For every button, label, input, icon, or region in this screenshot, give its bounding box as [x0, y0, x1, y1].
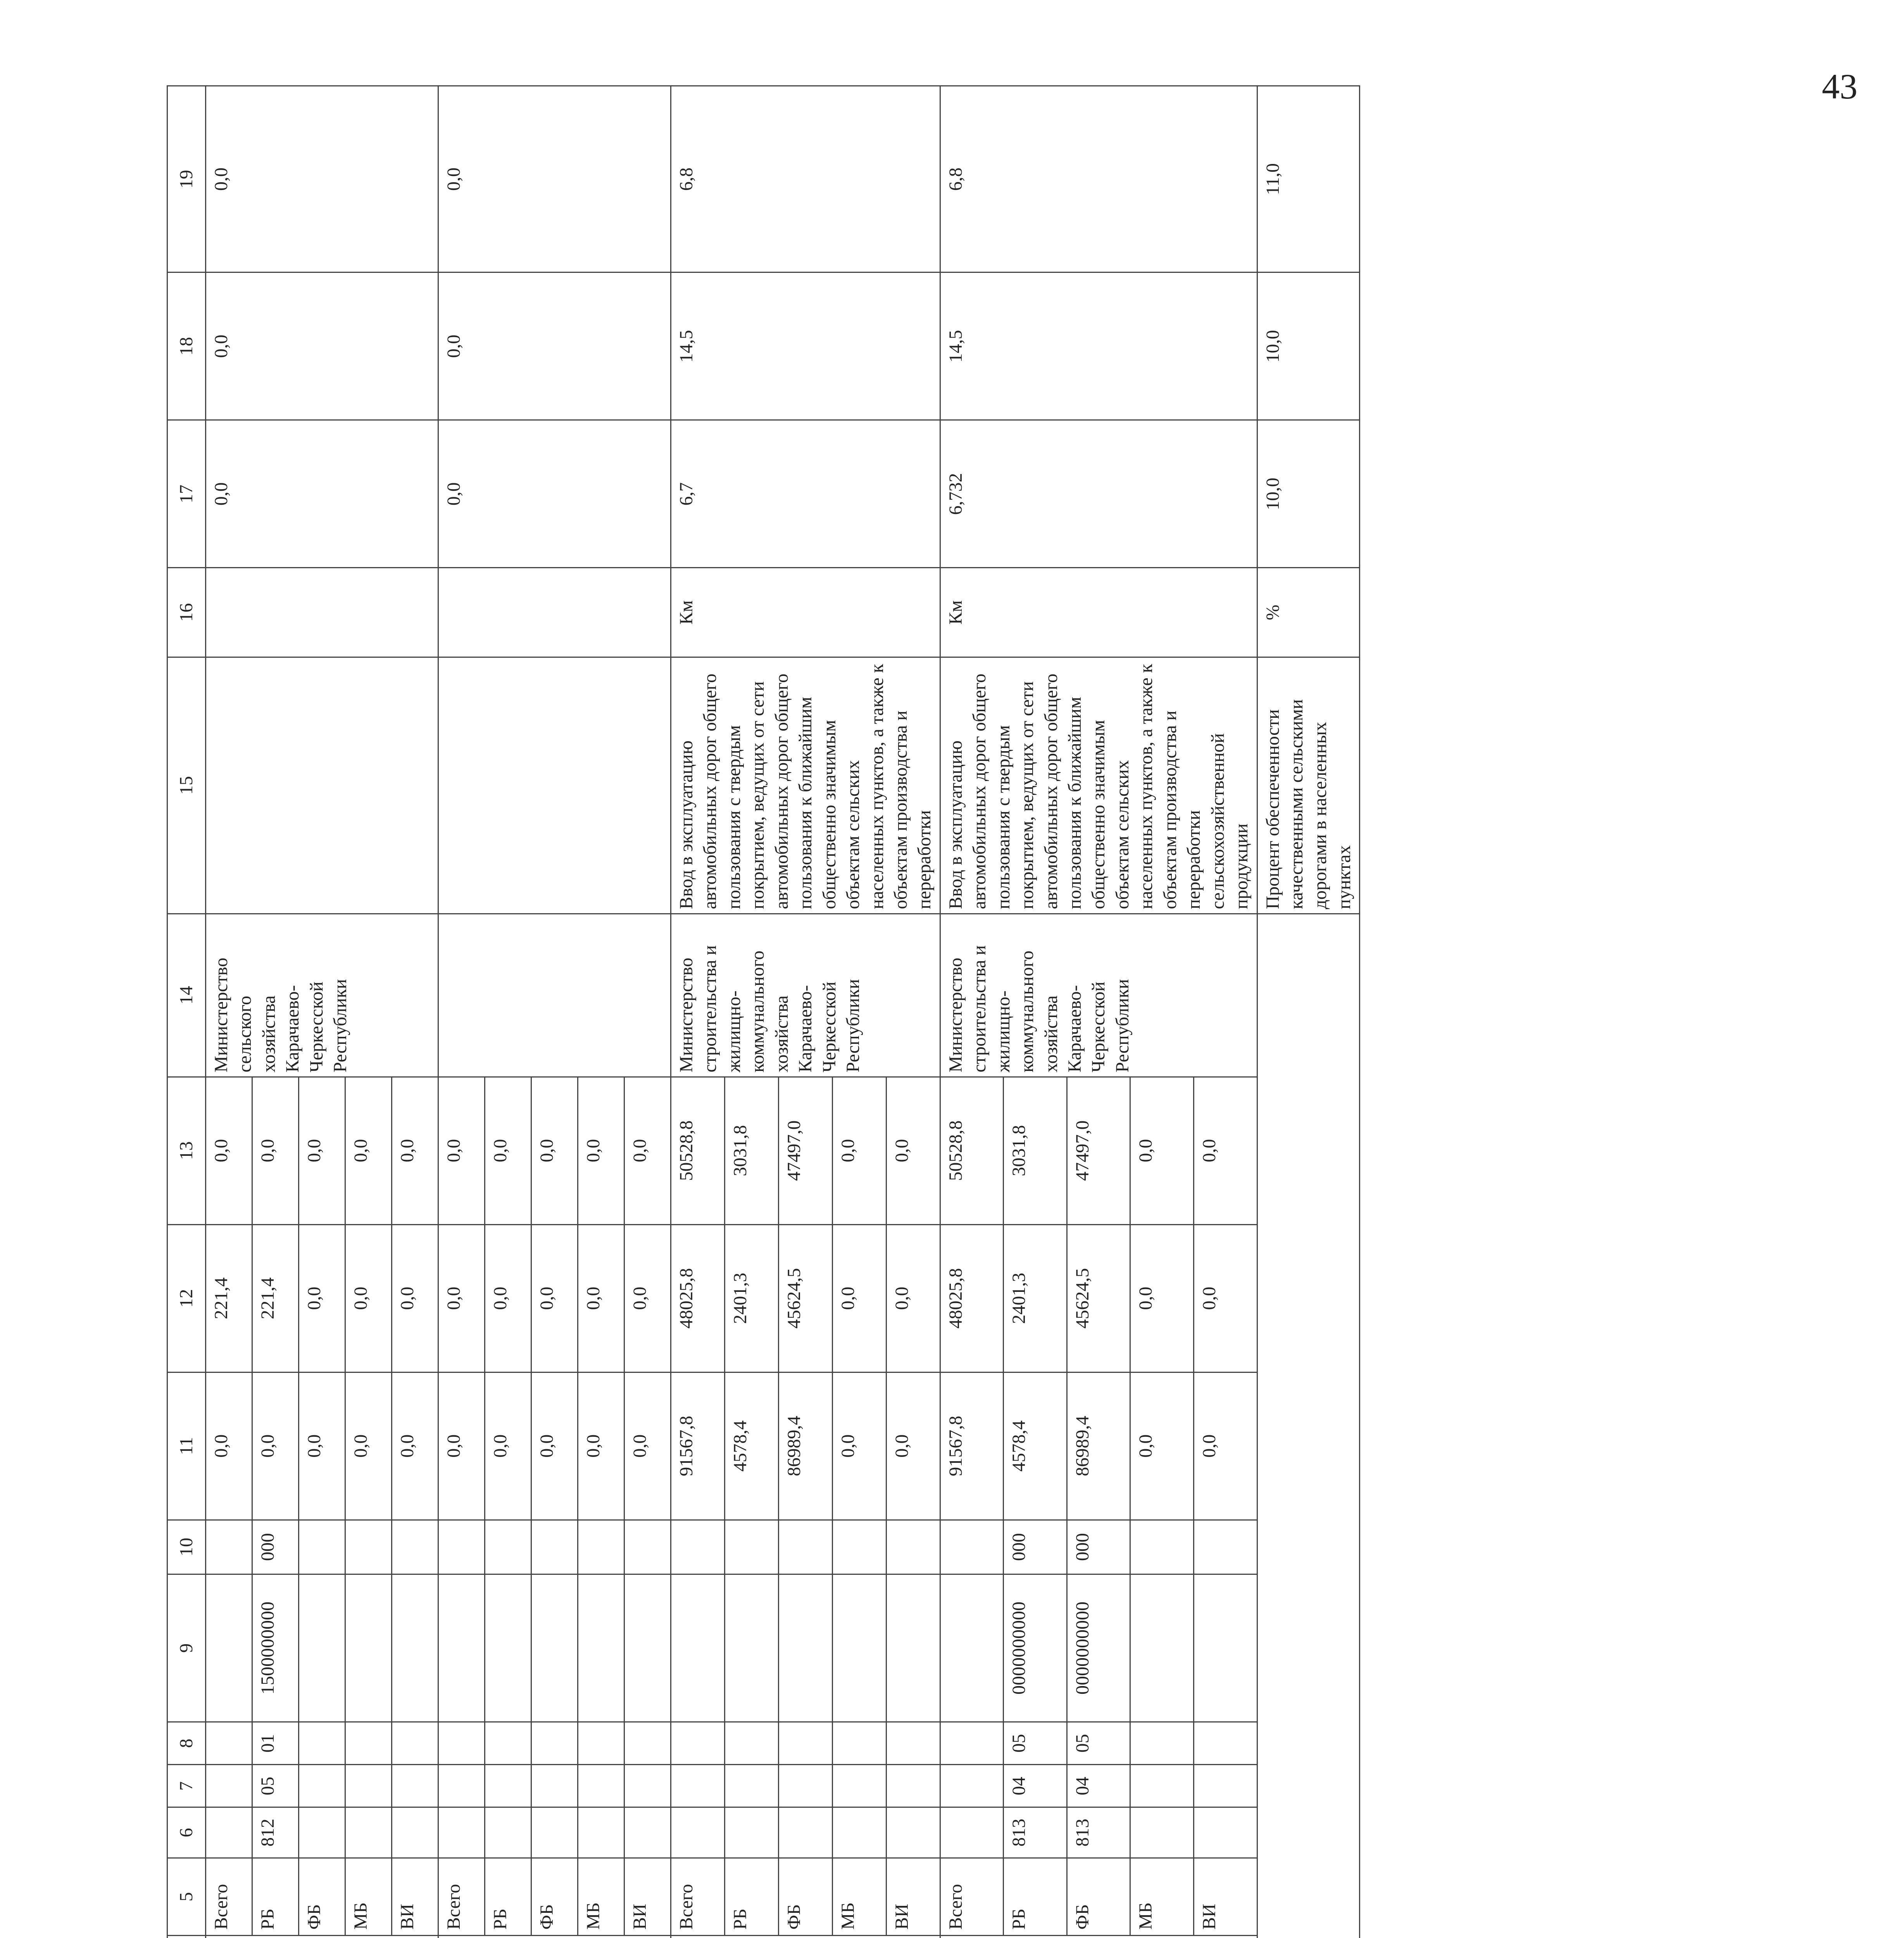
column-number-4 [167, 1936, 206, 1938]
fund-source: МБ [1130, 1858, 1194, 1936]
amount-c12: 0,0 [299, 1224, 345, 1372]
amount-c13: 47497,0 [778, 1077, 832, 1224]
column-number-row [167, 86, 206, 1938]
budget-code-c10 [624, 1520, 671, 1574]
amount-c13: 0,0 [1130, 1077, 1194, 1224]
budget-code-c6 [206, 1807, 252, 1858]
amount-c11: 0,0 [624, 1372, 671, 1520]
row-responsible [671, 1936, 940, 1938]
budget-code-c9 [531, 1574, 578, 1722]
budget-code-c10 [886, 1520, 940, 1574]
amount-c11: 91567,8 [671, 1372, 725, 1520]
budget-code-c10 [345, 1520, 392, 1574]
rotated-table-container [167, 85, 1717, 1938]
budget-code-c7 [345, 1765, 392, 1807]
budget-code-c9 [438, 1574, 485, 1722]
budget-code-c10: 000 [1067, 1520, 1130, 1574]
budget-code-c9: 0000000000 [1004, 1574, 1067, 1722]
budget-code-c9 [624, 1574, 671, 1722]
amount-c12: 0,0 [886, 1224, 940, 1372]
amount-c11: 0,0 [345, 1372, 392, 1520]
amount-c12: 0,0 [832, 1224, 886, 1372]
amount-c11: 86989,4 [1067, 1372, 1130, 1520]
column-number-18: 18 [167, 272, 206, 420]
amount-c12: 0,0 [624, 1224, 671, 1372]
budget-code-c9 [940, 1574, 1004, 1722]
budget-code-c8 [206, 1722, 252, 1764]
budget-code-c7 [886, 1765, 940, 1807]
budget-code-c6 [531, 1807, 578, 1858]
fund-source: ВИ [624, 1858, 671, 1936]
row-unit: Км [671, 568, 940, 657]
column-number-11: 11 [167, 1372, 206, 1520]
column-number-15: 15 [167, 657, 206, 914]
fund-source: МБ [345, 1858, 392, 1936]
amount-c11: 0,0 [832, 1372, 886, 1520]
row-unit [206, 568, 438, 657]
amount-c13: 0,0 [299, 1077, 345, 1224]
budget-code-c7 [531, 1765, 578, 1807]
amount-c11: 0,0 [578, 1372, 624, 1520]
budget-code-c7 [485, 1765, 531, 1807]
extra-value-17: 10,0 [1257, 420, 1360, 568]
budget-code-c9 [345, 1574, 392, 1722]
budget-code-c8 [886, 1722, 940, 1764]
budget-code-c8: 05 [1004, 1722, 1067, 1764]
amount-c12: 2401,3 [724, 1224, 778, 1372]
budget-code-c7 [1193, 1765, 1257, 1807]
budget-code-c8 [1130, 1722, 1194, 1764]
budget-code-c6 [778, 1807, 832, 1858]
budget-code-c10: 000 [1004, 1520, 1067, 1574]
page-number: 43 [1822, 67, 1857, 106]
row-responsible [438, 1936, 671, 1938]
fund-source: РБ [252, 1858, 299, 1936]
row-unit: Км [940, 568, 1257, 657]
row-executor [438, 914, 671, 1077]
budget-code-c9: 0000000000 [1067, 1574, 1130, 1722]
table-row [940, 86, 1004, 1938]
budget-code-c8 [940, 1722, 1004, 1764]
amount-c12: 48025,8 [940, 1224, 1004, 1372]
budget-code-c9 [1193, 1574, 1257, 1722]
budget-code-c9 [778, 1574, 832, 1722]
row-indicator: Ввод в эксплуатацию автомобильных дорог общего пользования с твердым покрытием, ведущих от сети автомобильных дорог общего пользования к ближайшим общественно значимым объектам сельских населенных пунктов, а также к объектам производства и переработки [671, 657, 940, 914]
budget-code-c8 [299, 1722, 345, 1764]
row-indicator [438, 657, 671, 914]
budget-code-c8 [832, 1722, 886, 1764]
amount-c12: 0,0 [438, 1224, 485, 1372]
amount-c13: 0,0 [624, 1077, 671, 1224]
amount-c11: 0,0 [299, 1372, 345, 1520]
budget-code-c6: 813 [1067, 1807, 1130, 1858]
budget-code-c7: 04 [1067, 1765, 1130, 1807]
fund-source: ФБ [299, 1858, 345, 1936]
column-number-9: 9 [167, 1574, 206, 1722]
amount-c13: 0,0 [832, 1077, 886, 1224]
amount-c13: 50528,8 [671, 1077, 725, 1224]
fund-source: МБ [578, 1858, 624, 1936]
amount-c12: 45624,5 [1067, 1224, 1130, 1372]
column-number-13: 13 [167, 1077, 206, 1224]
budget-code-c8 [345, 1722, 392, 1764]
row-value-19: 6,8 [671, 86, 940, 272]
amount-c12: 2401,3 [1004, 1224, 1067, 1372]
row-executor: Министерство сельского хозяйства Карачаево-Черкесской Республики [206, 914, 438, 1077]
amount-c11: 0,0 [438, 1372, 485, 1520]
budget-code-c7 [1130, 1765, 1194, 1807]
budget-code-c6 [624, 1807, 671, 1858]
amount-c12: 45624,5 [778, 1224, 832, 1372]
budget-code-c8 [1193, 1722, 1257, 1764]
extra-value-18: 10,0 [1257, 272, 1360, 420]
fund-source: РБ [1004, 1858, 1067, 1936]
amount-c12: 0,0 [578, 1224, 624, 1372]
amount-c13: 0,0 [252, 1077, 299, 1224]
budget-code-c7 [438, 1765, 485, 1807]
fund-source: Всего [206, 1858, 252, 1936]
amount-c13: 0,0 [392, 1077, 438, 1224]
column-number-19: 19 [167, 86, 206, 272]
budget-code-c7 [299, 1765, 345, 1807]
row-value-18: 0,0 [438, 272, 671, 420]
amount-c11: 0,0 [206, 1372, 252, 1520]
budget-code-c7 [724, 1765, 778, 1807]
budget-code-c8 [392, 1722, 438, 1764]
row-value-19: 0,0 [206, 86, 438, 272]
column-number-7: 7 [167, 1765, 206, 1807]
amount-c11: 4578,4 [1004, 1372, 1067, 1520]
budget-code-c7: 04 [1004, 1765, 1067, 1807]
extra-value-19: 11,0 [1257, 86, 1360, 272]
fund-source: Всего [671, 1858, 725, 1936]
row-unit [438, 568, 671, 657]
budget-code-c8 [531, 1722, 578, 1764]
budget-code-c6 [299, 1807, 345, 1858]
budget-code-c10: 000 [252, 1520, 299, 1574]
row-value-17: 6,732 [940, 420, 1257, 568]
budget-code-c6: 813 [1004, 1807, 1067, 1858]
amount-c13: 0,0 [438, 1077, 485, 1224]
row-value-19: 6,8 [940, 86, 1257, 272]
amount-c13: 0,0 [886, 1077, 940, 1224]
budget-code-c10 [778, 1520, 832, 1574]
amount-c12: 0,0 [392, 1224, 438, 1372]
empty-cell [1257, 914, 1360, 1938]
amount-c11: 86989,4 [778, 1372, 832, 1520]
amount-c11: 91567,8 [940, 1372, 1004, 1520]
budget-code-c7 [671, 1765, 725, 1807]
budget-code-c6 [832, 1807, 886, 1858]
budget-code-c9 [578, 1574, 624, 1722]
column-number-16: 16 [167, 568, 206, 657]
budget-code-c9 [206, 1574, 252, 1722]
budget-code-c6 [671, 1807, 725, 1858]
row-value-17: 6,7 [671, 420, 940, 568]
budget-code-c10 [392, 1520, 438, 1574]
budget-code-c9 [724, 1574, 778, 1722]
extra-unit: % [1257, 568, 1360, 657]
amount-c11: 4578,4 [724, 1372, 778, 1520]
budget-code-c6 [940, 1807, 1004, 1858]
amount-c13: 3031,8 [724, 1077, 778, 1224]
budget-code-c7 [578, 1765, 624, 1807]
amount-c12: 0,0 [345, 1224, 392, 1372]
row-value-19: 0,0 [438, 86, 671, 272]
row-responsible [940, 1936, 1257, 1938]
budget-code-c7: 05 [252, 1765, 299, 1807]
row-value-18: 14,5 [940, 272, 1257, 420]
budget-code-c10 [531, 1520, 578, 1574]
budget-code-c9 [299, 1574, 345, 1722]
budget-code-c8 [578, 1722, 624, 1764]
amount-c13: 0,0 [578, 1077, 624, 1224]
budget-code-c6 [886, 1807, 940, 1858]
budget-code-c10 [1193, 1520, 1257, 1574]
budget-code-c6 [724, 1807, 778, 1858]
table-row [671, 86, 725, 1938]
budget-code-c7 [624, 1765, 671, 1807]
amount-c12: 0,0 [1193, 1224, 1257, 1372]
budget-code-c8 [671, 1722, 725, 1764]
amount-c13: 47497,0 [1067, 1077, 1130, 1224]
fund-source: ВИ [886, 1858, 940, 1936]
budget-code-c9: 1500000000 [252, 1574, 299, 1722]
budget-code-c10 [206, 1520, 252, 1574]
amount-c13: 50528,8 [940, 1077, 1004, 1224]
budget-code-c8 [778, 1722, 832, 1764]
budget-code-c6 [438, 1807, 485, 1858]
budget-code-c8: 01 [252, 1722, 299, 1764]
budget-code-c8: 05 [1067, 1722, 1130, 1764]
column-number-12: 12 [167, 1224, 206, 1372]
fund-source: МБ [832, 1858, 886, 1936]
fund-source: ФБ [531, 1858, 578, 1936]
budget-code-c6 [392, 1807, 438, 1858]
amount-c12: 0,0 [531, 1224, 578, 1372]
amount-c12: 48025,8 [671, 1224, 725, 1372]
fund-source: Всего [940, 1858, 1004, 1936]
budget-code-c6 [578, 1807, 624, 1858]
fund-source: ВИ [1193, 1858, 1257, 1936]
row-value-18: 14,5 [671, 272, 940, 420]
fund-source: ФБ [1067, 1858, 1130, 1936]
budget-code-c10 [438, 1520, 485, 1574]
budget-code-c9 [392, 1574, 438, 1722]
extra-indicator: Процент обеспеченности качественными сельскими дорогами в населенных пунктах [1257, 657, 1360, 914]
amount-c13: 0,0 [531, 1077, 578, 1224]
row-executor: Министерство строительства и жилищно-коммунального хозяйства Карачаево-Черкесской Республики [940, 914, 1257, 1077]
budget-code-c8 [724, 1722, 778, 1764]
amount-c11: 0,0 [531, 1372, 578, 1520]
table-row [206, 86, 252, 1938]
budget-code-c8 [485, 1722, 531, 1764]
budget-code-c9 [886, 1574, 940, 1722]
budget-code-c10 [1130, 1520, 1194, 1574]
amount-c13: 0,0 [485, 1077, 531, 1224]
budget-code-c6 [1130, 1807, 1194, 1858]
budget-code-c8 [624, 1722, 671, 1764]
fund-source: ВИ [392, 1858, 438, 1936]
budget-code-c7 [778, 1765, 832, 1807]
budget-code-c6 [1193, 1807, 1257, 1858]
budget-code-c9 [485, 1574, 531, 1722]
amount-c12: 0,0 [485, 1224, 531, 1372]
fund-source: РБ [485, 1858, 531, 1936]
table-row [438, 86, 485, 1938]
column-number-8: 8 [167, 1722, 206, 1764]
budget-code-c10 [724, 1520, 778, 1574]
budget-code-c7 [206, 1765, 252, 1807]
budget-code-c10 [832, 1520, 886, 1574]
fund-source: ФБ [778, 1858, 832, 1936]
budget-code-c10 [578, 1520, 624, 1574]
row-indicator: Ввод в эксплуатацию автомобильных дорог общего пользования с твердым покрытием, ведущих от сети автомобильных дорог общего пользования к ближайшим общественно значимым объектам сельских населенных пунктов, а также к объектам производства и переработки сельскохозяйственной продукции [940, 657, 1257, 914]
amount-c13: 0,0 [206, 1077, 252, 1224]
budget-code-c6: 812 [252, 1807, 299, 1858]
row-executor: Министерство строительства и жилищно-коммунального хозяйства Карачаево-Черкесской Республики [671, 914, 940, 1077]
amount-c11: 0,0 [485, 1372, 531, 1520]
amount-c12: 0,0 [1130, 1224, 1194, 1372]
row-responsible [206, 1936, 438, 1938]
amount-c11: 0,0 [392, 1372, 438, 1520]
budget-code-c10 [671, 1520, 725, 1574]
amount-c11: 0,0 [1193, 1372, 1257, 1520]
column-number-17: 17 [167, 420, 206, 568]
amount-c11: 0,0 [252, 1372, 299, 1520]
fund-source: Всего [438, 1858, 485, 1936]
budget-code-c9 [832, 1574, 886, 1722]
amount-c11: 0,0 [1130, 1372, 1194, 1520]
row-value-17: 0,0 [206, 420, 438, 568]
budget-code-c6 [345, 1807, 392, 1858]
amount-c13: 0,0 [345, 1077, 392, 1224]
budget-code-c7 [832, 1765, 886, 1807]
column-number-6: 6 [167, 1807, 206, 1858]
budget-code-c7 [392, 1765, 438, 1807]
budget-code-c6 [485, 1807, 531, 1858]
budget-code-c10 [485, 1520, 531, 1574]
table-row [1257, 86, 1360, 1938]
budget-code-c9 [1130, 1574, 1194, 1722]
amount-c11: 0,0 [886, 1372, 940, 1520]
budget-code-c9 [671, 1574, 725, 1722]
budget-code-c8 [438, 1722, 485, 1764]
amount-c12: 221,4 [206, 1224, 252, 1372]
amount-c12: 221,4 [252, 1224, 299, 1372]
row-value-17: 0,0 [438, 420, 671, 568]
budget-code-c10 [940, 1520, 1004, 1574]
column-number-5: 5 [167, 1858, 206, 1936]
amount-c13: 0,0 [1193, 1077, 1257, 1224]
row-indicator [206, 657, 438, 914]
program-table [167, 85, 1360, 1938]
column-number-14: 14 [167, 914, 206, 1077]
column-number-10: 10 [167, 1520, 206, 1574]
row-value-18: 0,0 [206, 272, 438, 420]
fund-source: РБ [724, 1858, 778, 1936]
budget-code-c7 [940, 1765, 1004, 1807]
budget-code-c10 [299, 1520, 345, 1574]
amount-c13: 3031,8 [1004, 1077, 1067, 1224]
